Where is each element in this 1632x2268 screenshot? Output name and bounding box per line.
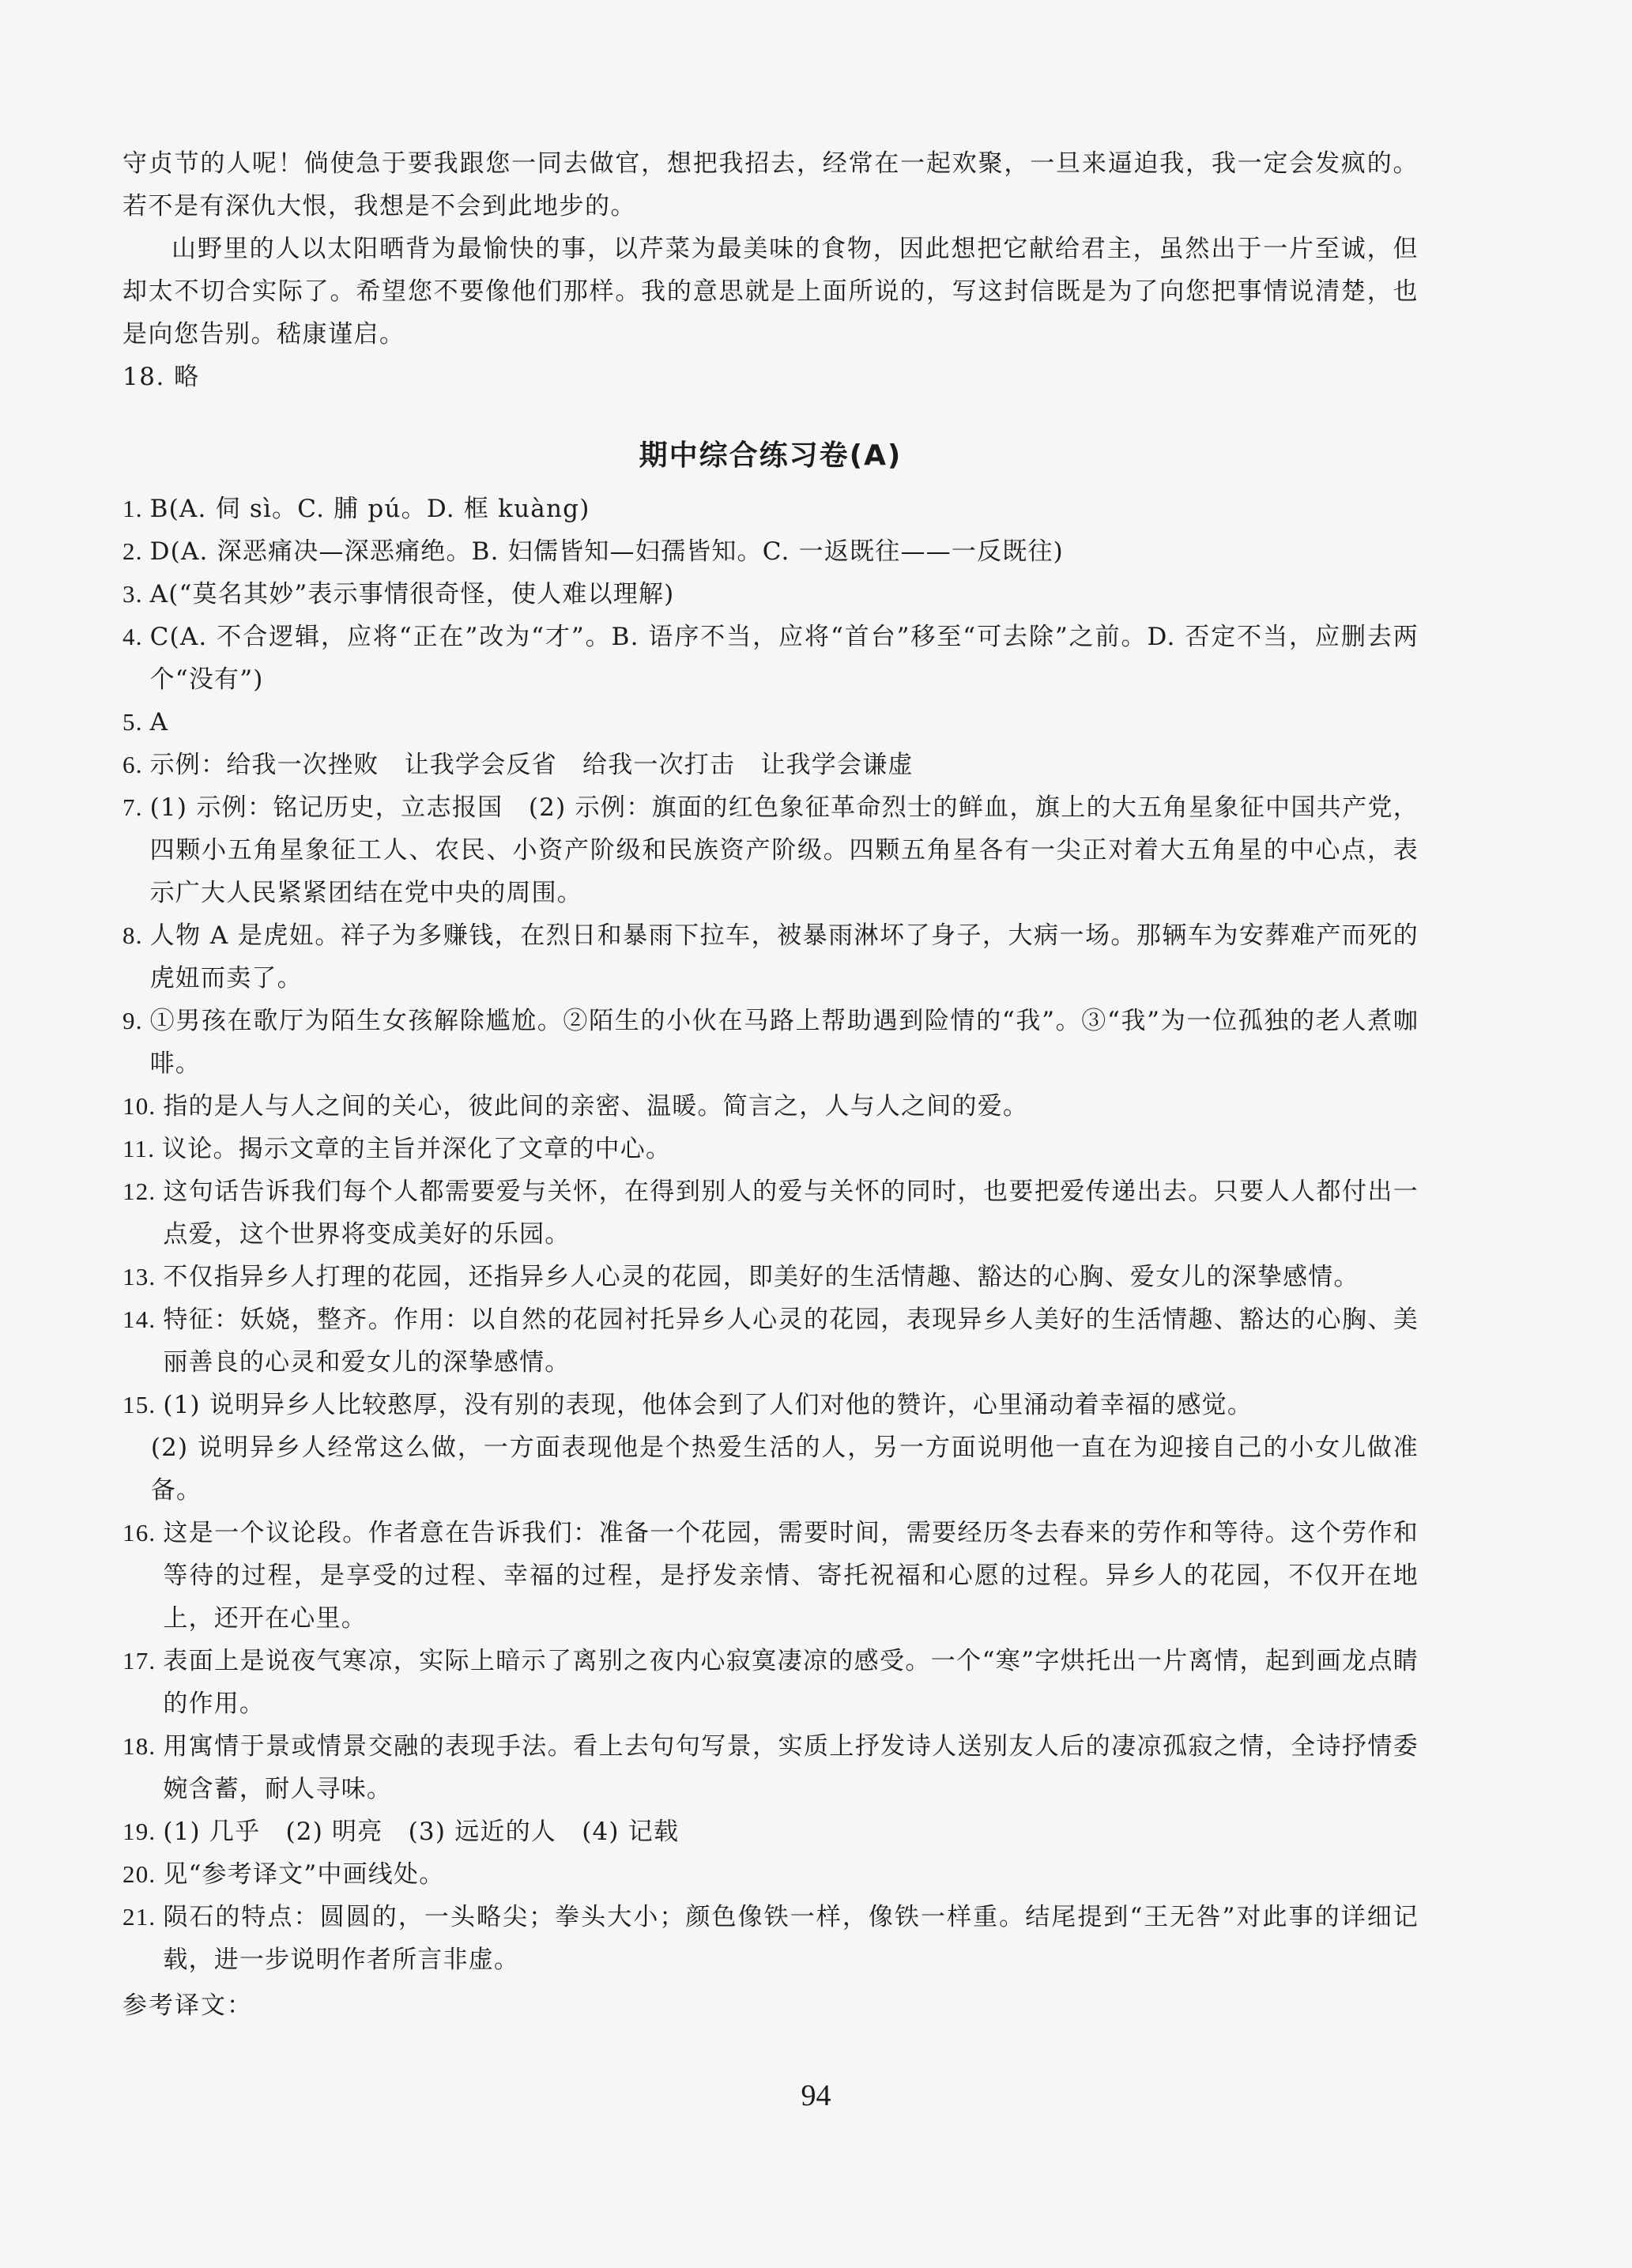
answer-number: 16.: [122, 1519, 164, 1547]
answer-number: 5.: [122, 708, 150, 736]
answer-number: 12.: [122, 1177, 164, 1205]
answer-number: 1.: [122, 495, 150, 522]
answer-item: [122, 1512, 1419, 1640]
answer-number: 3.: [122, 580, 150, 608]
answer-text: ①男孩在歌厅为陌生女孩解除尴尬。②陌生的小伙在马路上帮助遇到险情的“我”。③“我”为一位孤独的老人煮咖啡。: [149, 1007, 1419, 1078]
answer-item: [122, 1128, 1419, 1170]
answer-text: 陨石的特点：圆圆的，一头略尖；拳头大小；颜色像铁一样，像铁一样重。结尾提到“王无咎”对此事的详细记载，进一步说明作者所言非虚。: [163, 1903, 1419, 1974]
answer-text: 人物 A 是虎妞。祥子为多赚钱，在烈日和暴雨下拉车，被暴雨淋坏了身子，大病一场。那辆车为安葬难产而死的虎妞而卖了。: [149, 921, 1419, 993]
answer-text: 这句话告诉我们每个人都需要爱与关怀，在得到别人的爱与关怀的同时，也要把爱传递出去。只要人人都付出一点爱，这个世界将变成美好的乐园。: [163, 1177, 1419, 1249]
answer-text: 用寓情于景或情景交融的表现手法。看上去句句写景，实质上抒发诗人送别友人后的凄凉孤寂之情，全诗抒情委婉含蓄，耐人寻味。: [163, 1732, 1419, 1803]
answer-number: 15.: [122, 1391, 164, 1418]
answer-text: C(A. 不合逻辑，应将“正在”改为“才”。B. 语序不当，应将“首台”移至“可去除”之前。D. 否定不当，应删去两个“没有”): [149, 623, 1419, 694]
answer-text: (1) 示例：铭记历史，立志报国 (2) 示例：旗面的红色象征革命烈士的鲜血，旗上的大五角星象征中国共产党，四颗小五角星象征工人、农民、小资产阶级和民族资产阶级。四颗五角星各有一尖正对着大五角星的中心点，表示广大人民紧紧团结在党中央的周围。: [149, 793, 1419, 907]
answer-number: 11.: [122, 1135, 163, 1162]
page-content: [122, 142, 1419, 2027]
section-title: 期中综合练习卷(A): [639, 439, 903, 472]
answer-text: D(A. 深恶痛决—深恶痛绝。B. 妇儒皆知—妇孺皆知。C. 一返既往——一反既往): [149, 537, 1064, 566]
answer-text: 这是一个议论段。作者意在告诉我们：准备一个花园，需要时间，需要经历冬去春来的劳作和等待。这个劳作和等待的过程，是享受的过程、幸福的过程，是抒发亲情、寄托祝福和心愿的过程。异乡人的花园，不仅开在地上，还开在心里。: [163, 1519, 1419, 1633]
page-number: 94: [801, 2079, 831, 2112]
answer-text: (2) 说明异乡人经常这么做，一方面表现他是个热爱生活的人，另一方面说明他一直在为迎接自己的小女儿做准备。: [150, 1434, 1419, 1505]
answer-number: 7.: [122, 793, 150, 821]
answer-text: (1) 几乎 (2) 明亮 (3) 远近的人 (4) 记载: [163, 1818, 680, 1846]
answer-item: [122, 1640, 1419, 1725]
answer-item: [122, 1810, 1419, 1853]
answer-number: 2.: [122, 537, 150, 565]
answer-text: 特征：妖娆，整齐。作用：以自然的花园衬托异乡人心灵的花园，表现异乡人美好的生活情趣、豁达的心胸、美丽善良的心灵和爱女儿的深挚感情。: [163, 1305, 1419, 1377]
answer-item: [122, 1384, 1419, 1426]
answer-number: 20.: [122, 1860, 164, 1888]
answer-18-top: 18. 略: [122, 363, 200, 391]
answer-text: A(“莫名其妙”表示事情很奇怪，使人难以理解): [149, 580, 675, 608]
answer-item: [122, 1426, 1419, 1512]
answer-number: 13.: [122, 1263, 164, 1290]
answer-number: 8.: [122, 921, 150, 949]
answer-number: 18.: [122, 1732, 164, 1760]
answer-text: 议论。揭示文章的主旨并深化了文章的中心。: [162, 1135, 672, 1163]
answer-text: 示例：给我一次挫败 让我学会反省 给我一次打击 让我学会谦虚: [149, 751, 914, 779]
paragraph: 山野里的人以太阳晒背为最愉快的事，以芹菜为最美味的食物，因此想把它献给君主，虽然出于一片至诚，但却太不切合实际了。希望您不要像他们那样。我的意思就是上面所说的，写这封信既是为了向您把事情说清楚，也是向您告别。嵇康谨启。: [122, 235, 1419, 348]
answer-number: 21.: [122, 1903, 164, 1931]
answer-item: [122, 1256, 1419, 1298]
answer-item: [122, 744, 1419, 786]
answer-item: [122, 1000, 1419, 1085]
answer-item: [122, 701, 1419, 744]
answer-number: 9.: [122, 1007, 150, 1034]
answer-item: [122, 616, 1419, 701]
answer-item: [122, 1085, 1419, 1128]
answer-number: 14.: [122, 1305, 164, 1333]
answer-text: 见“参考译文”中画线处。: [163, 1860, 445, 1889]
answer-number: 19.: [122, 1818, 164, 1845]
continued-paragraph: 守贞节的人呢！倘使急于要我跟您一同去做官，想把我招去，经常在一起欢聚，一旦来逼迫我，我一定会发疯的。若不是有深仇大恨，我想是不会到此地步的。: [122, 149, 1419, 220]
answer-item: [122, 914, 1419, 1000]
answer-number: 10.: [122, 1092, 164, 1120]
answer-item: [122, 530, 1419, 573]
answer-item: [122, 1725, 1419, 1810]
answer-text: 不仅指异乡人打理的花园，还指异乡人心灵的花园，即美好的生活情趣、豁达的心胸、爱女儿的深挚感情。: [163, 1263, 1359, 1291]
answer-number: [122, 1426, 151, 1512]
reference-translation-label: 参考译文：: [122, 1991, 253, 2020]
answer-text: B(A. 伺 sì。C. 脯 pú。D. 框 kuàng): [149, 495, 590, 523]
answer-text: A: [149, 708, 169, 737]
answer-text: (1) 说明异乡人比较憨厚，没有别的表现，他体会到了人们对他的赞许，心里涌动着幸福的感觉。: [163, 1391, 1253, 1419]
answer-number: 6.: [122, 751, 150, 778]
answer-text: 表面上是说夜气寒凉，实际上暗示了离别之夜内心寂寞凄凉的感受。一个“寒”字烘托出一片离情，起到画龙点睛的作用。: [163, 1647, 1419, 1718]
answer-item: [122, 573, 1419, 616]
answer-list: [122, 488, 1419, 1981]
answer-item: [122, 1298, 1419, 1384]
answer-item: [122, 488, 1419, 530]
answer-item: [122, 1896, 1419, 1981]
answer-item: [122, 1170, 1419, 1256]
answer-number: 17.: [122, 1647, 164, 1675]
answer-text: 指的是人与人之间的关心，彼此间的亲密、温暖。简言之，人与人之间的爱。: [163, 1092, 1029, 1121]
answer-item: [122, 786, 1419, 914]
answer-item: [122, 1853, 1419, 1896]
answer-number: 4.: [122, 623, 150, 650]
